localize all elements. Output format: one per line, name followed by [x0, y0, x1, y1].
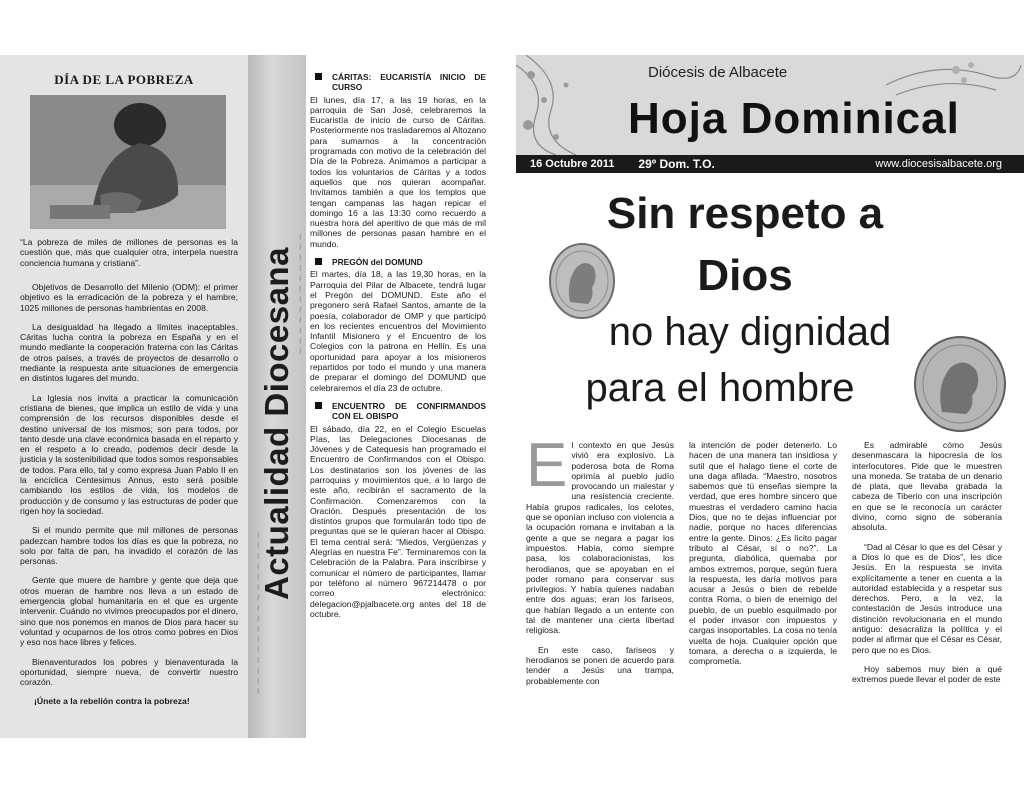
bullet-square-icon — [315, 73, 322, 80]
news-body: El lunes, día 17, a las 19 horas, en la parroquia de San José, celebraremos la Eucaristía de inicio de curso de Cáritas. Posteriormente nos trasladaremos al Altozano para sumarnos a la concentración programada con motivo de la celebración del Día de la Pobreza. Animamos a participar a todos los voluntarios de Cáritas y a todos aquellos que nos quieran acompañar. Invitamos también a que los templos que tengan campanas las hagan repicar el domingo 16 a las 13:30 como recuerdo a nuestra hora del aperitivo de que más de mil millones de personas pasan hambre en el mundo. — [310, 94, 486, 249]
paragraph: Es admirable cómo Jesús desenmascara la hipocresía de los interlocutores. Pide que le muestren una moneda. Se trataba de un denario de plata, que llevaba grabada la cabeza de Tiberio con una inscripción en que se le reconocía un carácter divino, como signo de soberanía absoluta. — [852, 440, 1002, 533]
poverty-article — [20, 282, 238, 696]
news-title: CÁRITAS: EUCARISTÍA INICIO DE CURSO — [332, 72, 486, 93]
headline-line-4: para el hombre — [585, 366, 855, 410]
paragraph: la intención de poder detenerlo. Lo hacen de una manera tan insidiosa y sutil que el halago tiene el corte de una daga afilada. “Maestro, nosotros sabemos que tú enseñas siempre la verdad, que eres hombre sincero que muestras el verdadero camino hacia Dios, que no te dejas influenciar por nadie, porque no haces diferencias entre la gente. Dinos: ¿Es lícito pagar tributo al César, sí o no?”. La pregunta, diabólica, quemaba por ambos extremos, porque, según fuera la respuesta, les daría motivos para acusar a Jesús o bien de rebelde contra Roma, o bien de enemigo del pueblo, de un pueblo esquilmado por el poder invasor con impuestos y cargas insoportables. La cosa no tenía vuelta de hoja. Cualquier opción que tomara, a derecha o a izquierda, le comprometía. — [689, 440, 837, 667]
article-column-2 — [689, 440, 837, 676]
paragraph: Si el mundo permite que mil millones de personas padezcan hambre todos los días es que la pobreza, no solo por falta de pan, ha invadido el corazón de las personas. — [20, 525, 238, 567]
paragraph: La desigualdad ha llegado a límites inaceptables. Cáritas lucha contra la pobreza en España y en el mundo mediante la cooperación fraterna con las Cáritas de otros países, a través de proyectos de desarrollo o mediante la respuesta ante situaciones de emergencia en distintos lugares del mundo. — [20, 321, 238, 384]
poverty-quote: “La pobreza de miles de millones de personas es la cuestión que, más que cualquier otra, interpela nuestra conciencia humana y cristiana”. — [20, 237, 238, 268]
bullet-square-icon — [315, 402, 322, 409]
news-body: El martes, día 18, a las 19,30 horas, en la Parroquia del Pilar de Albacete, tendrá lugar el Pregón del DOMUND. Este año el pregonero será Rafael Santos, amante de la poesía, colaborador de OMP y que participó en los recientes encuentros del Movimiento Infantil Misionero y el Encuentro de los Colegios con la patrona en Hellín. Es una oportunidad para apoyar a los misioneros repartidos por todo el mundo y una manera de preparar el domingo del DOMUND que celebraremos el día 23 de octubre. — [310, 269, 486, 393]
paragraph: En este caso, fariseos y herodianos se ponen de acuerdo para tender a Jesús una trampa, probablemente con — [526, 644, 674, 686]
slogan: ¡Únete a la rebelión contra la pobreza! — [34, 696, 190, 706]
article-column-1 — [526, 431, 674, 695]
news-heading — [310, 257, 486, 267]
paragraph: Hoy sabemos muy bien a qué extremos puede llevar el poder de este — [852, 663, 1002, 685]
decorative-script: ~ ~ ~ ~ ~ ~ ~ ~ ~ ~ ~ ~ — [296, 233, 306, 355]
news-item — [310, 401, 486, 619]
news-item — [310, 257, 486, 393]
drop-cap: E — [526, 431, 568, 500]
paragraph: l contexto en que Jesús vivió era explosivo. La poderosa bota de Roma oprimía al pueblo judío provocando un malestar y una resistencia creciente. Había grupos radicales, los celotes, que se oponían incluso con violencia a la ocupación romana e invitaban a la gente a que se negara a pagar los impuestos. Había, como siempre pasa, los colaboracionistas, los herodianos, que se apoyaban en el poder romano para conservar sus privilegios. Y había quienes nadaban entre dos aguas; eran los fariseos, que habían llegado a un entente con tal de mantener una cierta libertad religiosa. — [526, 440, 674, 636]
bullet-square-icon — [315, 258, 322, 265]
news-heading — [310, 72, 486, 93]
publication-logo: Hoja Dominical — [628, 94, 960, 143]
roman-denarius-coin-icon — [548, 242, 616, 320]
news-body: El sábado, día 22, en el Colegio Escuelas Pías, las Delegaciones Diocesanas de Jóvenes y de Catequesis han programado el Encuentro de Confirmandos con el Obispo. Los destinatarios son los jóvenes de las parroquias y movimientos que, a lo largo de este año, recibirán el sacramento de la Confirmación. Comenzaremos con la Oración. Después presentación de los distintos grupos que formularán todo tipo de preguntas que se le quieran hacer al Obispo. El tema central será: “Miedos, Vergüenzas y Alegrías en nuestra Fe”. Terminaremos con la Celebración de la Palabra. Para inscribirse y comunicar el número de participantes, llamar por teléfono al número 967214478 o por correo electrónico: delegacion@pjalbacete.org antes del 18 de octubre. — [310, 423, 486, 619]
section-title: DÍA DE LA POBREZA — [54, 72, 194, 87]
paragraph: La Iglesia nos invita a practicar la comunicación cristiana de bienes, que implica un estilo de vida y una comprensión de los recursos disponibles desde el destino universal de los mismos; son para todos, por tanto desde una clave económica basada en el reparto y en el respeto a lo creado, podemos decir desde la justicia y la sostenibilidad que todos somos responsables de todos. Para ello, tal y como expresa Juan Pablo II en la encíclica Centesimus Annus, esto será posible cambiando los estilos de vida, los modelos de producción y de consumo y las estructuras de poder que rigen hoy la sociedad. — [20, 392, 238, 516]
paragraph: Gente que muere de hambre y gente que deja que otros mueran de hambre nos lleva a un estado de emergencia global humanitaria en el que es urgente intervenir. Cuándo no vivimos preocupados por el dinero, sino que nos ponemos en manos de Dios para hacer su voluntad y ocuparnos de los otros como pobres en Dios y eso nos hace libres y felices. — [20, 575, 238, 648]
website-link[interactable]: www.diocesisalbacete.org — [875, 158, 1002, 170]
paragraph: Bienaventurados los pobres y bienaventurada la oportunidad, siempre nueva, de convertir nuestro corazón. — [20, 656, 238, 688]
article-column-3 — [852, 440, 1002, 694]
roman-denarius-coin-icon — [912, 334, 1008, 434]
news-title: ENCUENTRO DE CONFIRMANDOS CON EL OBISPO — [332, 400, 486, 422]
child-poverty-photo — [30, 95, 226, 229]
news-column — [310, 72, 486, 627]
headline-line-1: Sin respeto a — [606, 189, 884, 238]
liturgical-sunday: 29º Dom. T.O. — [638, 157, 715, 171]
diocese-name: Diócesis de Albacete — [648, 64, 788, 81]
news-title: PREGÓN del DOMUND — [332, 257, 423, 268]
decorative-script: ~ ~ ~ ~ ~ ~ ~ ~ ~ ~ ~ ~ ~ ~ ~ ~ — [254, 531, 264, 695]
headline-line-3: no hay dignidad — [608, 310, 892, 354]
news-heading — [310, 401, 486, 422]
news-item — [310, 72, 486, 249]
photo-illustration — [30, 95, 226, 229]
issue-date: 16 Octubre 2011 — [530, 158, 615, 170]
issue-info-bar — [516, 155, 1024, 173]
paragraph: “Dad al César lo que es del César y a Dios lo que es de Dios”, les dice Jesús. En la respuesta se invita explícitamente a tener en cuenta a la autoridad establecida y a respetar sus derechos. Pero, a la vez, la contestación de Jesús introduce una distinción revolucionaria en el mundo antiguo: desacraliza la política y el poder al afirmar que el César es César, pero que no es Dios. — [852, 541, 1002, 655]
banner-label: Actualidad Diocesana — [258, 247, 295, 600]
paragraph: Objetivos de Desarrollo del Milenio (ODM): el primer objetivo es la erradicación de la pobreza y el hambre, 1025 millones de personas hambrientas en 2008. — [20, 282, 238, 313]
headline-line-2: Dios — [697, 251, 793, 300]
